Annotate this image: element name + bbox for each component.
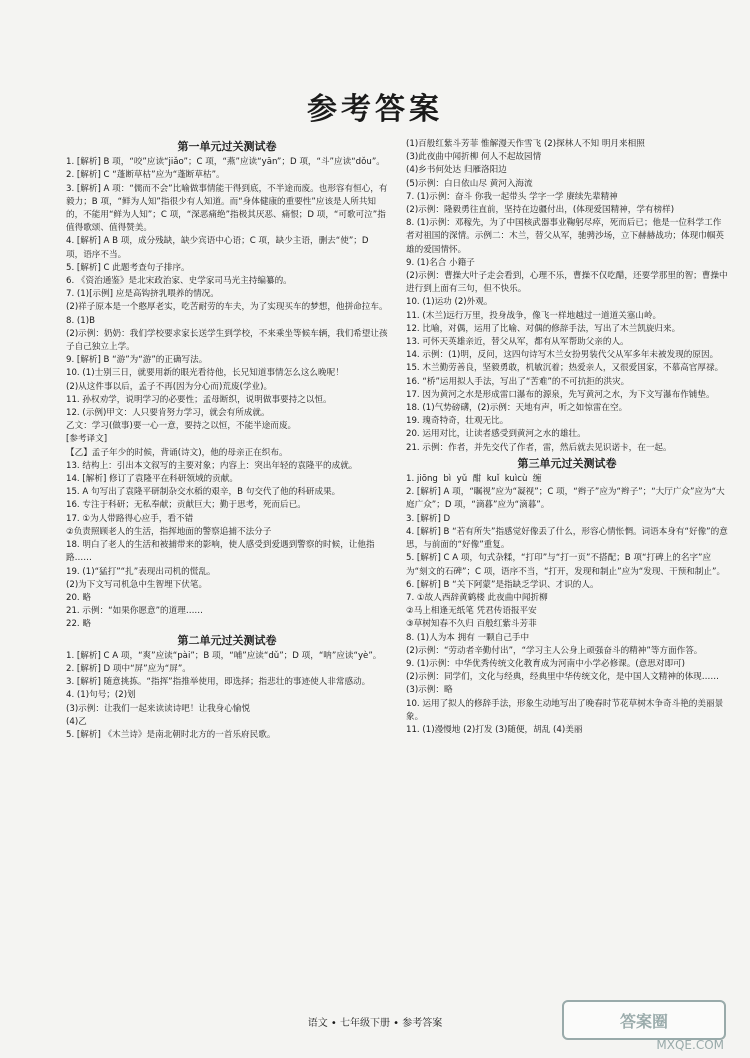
answer-line: 6. 《资治通鉴》是北宋政治家、史学家司马光主持编纂的。 xyxy=(66,276,292,287)
answer-line: 9. (1)示例：中华优秀传统文化教育成为河南中小学必修课。(意思对即可) xyxy=(406,658,686,669)
answer-line: 18. 明白了老人的生活和被捕带来的影响，使人感受到爱遇到警察的时候，让他指路…… xyxy=(66,540,375,564)
answer-line: 11. (1)漫慢地 (2)打发 (3)随便，胡乱 (4)美丽 xyxy=(406,724,583,735)
answer-line: [参考译文] xyxy=(66,434,108,445)
answer-line: 19. (1)“猛打”“扎”表现出司机的慌乱。 xyxy=(66,566,216,577)
answer-line: 7. ①故人西辞黄鹤楼 此夜曲中闻折柳 xyxy=(406,592,548,603)
answer-line: 1. jiōng bì yǔ 酣 kuǐ kuìcù 缠 xyxy=(406,474,542,485)
answer-line: 8. (1)示例：邓稼先，为了中国核武器事业鞠躬尽瘁，死而后已；他是一位科学工作者对祖国的深情。示例二：木兰，替父从军，驰骋沙场，立下赫赫战功；体现巾帼英雄的爱国情怀。 xyxy=(406,218,724,255)
footer: 语文 • 七年级下册 • 参考答案 xyxy=(307,1018,443,1029)
answer-line: 17. ①为人带路得心应手，看不错 xyxy=(66,513,194,524)
answer-line: 1. [解析] B 项，“咬”应读“jiǎo”；C 项，“燕”应读“yān”；D 项，“斗”应读“dǒu”。 xyxy=(66,157,385,168)
answer-line: (3)示例：略 xyxy=(406,685,453,696)
answer-line: 20. 运用对比，让读者感受到黄河之水的雄壮。 xyxy=(406,429,586,440)
answer-line: 15. A 句写出了袁隆平研制杂交水稻的艰辛，B 句交代了他的科研成果。 xyxy=(66,487,341,498)
answer-line: 5. [解析] C A 项，句式杂糅，“打印”与“打一页”不搭配；B 项“打碑上的名字”应为“刻文的石碑”；C 项，语序不当，“打开，发现和制止”应为“发现、干预和制止”。 xyxy=(406,553,726,577)
answer-line: 9. (1)名合 小籍子 xyxy=(406,257,475,268)
answer-line: (2)祥子原本是一个憨厚老实，吃苦耐劳的车夫，为了实现买车的梦想，他拼命拉车。 xyxy=(66,302,388,313)
answer-line: (2)示例：“劳动者辛勤付出”，“学习主人公身上顽强奋斗的精神”等方面作答。 xyxy=(406,645,703,656)
answer-line: 5. [解析] C 此题考查句子排序。 xyxy=(66,262,190,273)
answer-line: 10. (1)运功 (2)外观。 xyxy=(406,297,493,308)
answer-line: 2. [解析] C “蓬断草枯”应为“蓬断草枯”。 xyxy=(66,170,225,181)
answer-line: 10. 运用了拟人的修辞手法，形象生动地写出了晚春时节花草树木争奇斗艳的美丽景象。 xyxy=(406,698,724,722)
answer-line: 16. “桥”运用拟人手法，写出了“苦难”的不可抗拒的洪灾。 xyxy=(406,376,630,387)
answer-line: 22. 略 xyxy=(66,619,91,630)
answer-line: 9. [解析] B “游”为“游”的正确写法。 xyxy=(66,355,208,366)
answer-line: 8. (1)B xyxy=(66,315,95,326)
answer-line: 14. 示例：(1)明，反问，这四句诗写木兰女扮男装代父从军多年未被发现的原因。 xyxy=(406,350,719,361)
answer-line: 12. (示例)甲文：人只要肯努力学习，就会有所成就。 xyxy=(66,408,270,419)
section-title: 第三单元过关测试卷 xyxy=(517,456,617,470)
answer-line: (2)从这件事以后，孟子不再(因为分心而)荒废(学业)。 xyxy=(66,381,273,392)
left-column xyxy=(66,138,388,742)
answer-line: 6. [解析] B “关下阿蒙”是指缺乏学识、才识的人。 xyxy=(406,579,599,590)
answer-line: 15. 木兰勤劳善良，坚毅勇敢，机敏沉着；热爱亲人，又很爱国家，不慕高官厚禄。 xyxy=(406,363,724,374)
answer-line: 21. 示例：作者，并先交代了作者，雷，然后就去见识诺卡，在一起。 xyxy=(406,442,672,453)
answer-line: 16. 专注于科研；无私奉献；贡献巨大；勤于思考，死而后已。 xyxy=(66,500,306,511)
answer-line: ②马上相逢无纸笔 凭君传语报平安 xyxy=(406,606,537,617)
answer-line: 13. 结构上：引出本文叙写的主要对象；内容上：突出年轻的袁隆平的成就。 xyxy=(66,460,358,471)
answer-line: 19. 瑰奇特奇，壮观无比。 xyxy=(406,416,509,427)
answer-line: 3. [解析] D xyxy=(406,513,451,524)
answer-line: (2)示例：曹操大叶子走会看到，心理不乐，曹操不仅吃醋，还要学那里的智；曹操中进行到上面有三句，但不快乐。 xyxy=(406,271,728,295)
answer-line: 3. [解析] 随意挑拣。“指挥”指推举使用，即选择；指悲壮的事迹使人非常感动。 xyxy=(66,677,371,688)
section-title: 第一单元过关测试卷 xyxy=(177,140,277,153)
answer-line: 7. (1)示例：奋斗 你我一起带头 学字一学 赓续先辈精神 xyxy=(406,191,618,202)
answer-line: 2. [解析] D 项中“屏”应为“屏”。 xyxy=(66,663,191,674)
answer-line: (2)示例：同学们，文化与经典，经典里中华传统文化，是中国人文精神的体现…… xyxy=(406,672,719,683)
answer-line: 12. 比喻，对偶，运用了比喻、对偶的修辞手法，写出了木兰凯旋归来。 xyxy=(406,323,681,334)
watermark-site: MXQE.COM xyxy=(656,1038,724,1052)
answer-line: 1. [解析] C A 项，“爽”应读“pài”；B 项，“哺”应读“dǔ”；D 项，“呐”应读“yè”。 xyxy=(66,650,382,661)
answer-line: 2. [解析] A 项，“瞩视”应为“凝视”；C 项，“辫子”应为“辫子”；“大厅广众”应为“大庭广众”；D 项，“滴暮”应为“滴暮”。 xyxy=(406,487,725,511)
section-body xyxy=(66,156,388,631)
answer-line: 10. (1)士别三日，就要用新的眼光看待他，长兄知道事情怎么这么晚呢！ xyxy=(66,368,344,379)
answer-line: (5)示例：白日依山尽 黄河入海流 xyxy=(406,178,533,189)
answer-line: 17. 因为黄河之水是形成雷口瀑布的源泉，先写黄河之水，为下文写瀑布作铺垫。 xyxy=(406,389,715,400)
watermark-badge: 答案圈 xyxy=(562,1000,726,1040)
answer-line: 3. [解析] A 项：“儒而不会”比喻做事情能干得到底，不半途而废。也形容有恒心，有毅力；B 项，“鲜为人知”指很少有人知道。而“身体健康的重要性”应该是人所共知的，不能用“鲜为人知”；C 项，“深恶痛绝”指极其厌恶、痛恨；D 项，“可歌可泣”指值得歌颂、值得赞美。 xyxy=(66,183,388,234)
page-title: 参考答案 xyxy=(307,92,443,127)
section-body xyxy=(66,650,388,742)
section-body xyxy=(406,138,728,455)
section-body xyxy=(406,473,728,737)
answer-line: (3)此夜曲中闻折柳 何人不起故园情 xyxy=(406,152,542,163)
answer-line: 乙文：学习(做事)要一心一意，要持之以恒，不能半途而废。 xyxy=(66,421,297,432)
answer-line: ②负责照顾老人的生活，指挥地面的警察追捕不法分子 xyxy=(66,526,272,537)
right-column xyxy=(406,138,728,737)
answer-line: (2)示例：隆毅勇往直前，坚持在边疆付出，(体现爱国精神，学有榜样) xyxy=(406,205,675,216)
answer-line: 11. 孙权劝学，说明学习的必要性；孟母断织，说明做事要持之以恒。 xyxy=(66,394,332,405)
answer-line: 14. [解析] 修订了袁隆平在科研领域的贡献。 xyxy=(66,474,238,485)
answer-line: 4. (1)句号；(2)划 xyxy=(66,690,136,701)
answer-line: (3)示例：让我们一起来读读诗吧！让我身心愉悦 xyxy=(66,703,251,714)
answer-line: (1)百般红紫斗芳菲 惟解漫天作雪飞 (2)探林人不知 明月来相照 xyxy=(406,139,645,149)
answer-line: (2)为下文写司机急中生智埋下伏笔。 xyxy=(66,579,208,590)
answer-line: 【乙】孟子年少的时候，背诵(诗文)，他的母亲正在织布。 xyxy=(66,447,288,458)
answer-line: 4. [解析] A B 项，成分残缺，缺少宾语中心语；C 项，缺少主语，删去“使”；D 项，语序不当。 xyxy=(66,236,372,260)
answer-line: (4)乙 xyxy=(66,716,87,727)
answer-line: 20. 略 xyxy=(66,592,91,603)
answer-line: 8. (1)人为本 拥有 一颗自己手中 xyxy=(406,632,530,643)
answer-line: (4)乡书何处达 归雁洛阳边 xyxy=(406,165,507,176)
answer-line: (2)示例：奶奶：我们学校要求家长送学生到学校，不来乘坐等候车辆，我们希望让孩子自己独立上学。 xyxy=(66,328,388,353)
answer-line: 11. (木兰)远行万里，投身战争，像飞一样地越过一道道关塞山岭。 xyxy=(406,310,662,321)
answer-line: 21. 示例：“如果你愿意”的道理…… xyxy=(66,606,204,617)
answer-line: 4. [解析] B “若有所失”指感觉好像丢了什么，形容心情怅惘。词语本身有“好像”的意思，与前面的“好像”重复。 xyxy=(406,526,728,551)
answer-line: 7. (1)[示例] 应是高钩挤乳喂养的情况。 xyxy=(66,289,219,300)
answer-line: 13. 可怀天英雄亲近，替父从军，都有从军帮助父亲的人。 xyxy=(406,337,629,348)
answer-line: 5. [解析] 《木兰诗》是南北朝时北方的一首乐府民歌。 xyxy=(66,729,276,740)
answer-line: 18. (1)气势磅礴，(2)示例：天地有声，听之如惊雷在空。 xyxy=(406,403,628,414)
section-title: 第二单元过关测试卷 xyxy=(177,633,277,647)
answer-line: ③草树知春不久归 百般红紫斗芳菲 xyxy=(406,619,537,630)
